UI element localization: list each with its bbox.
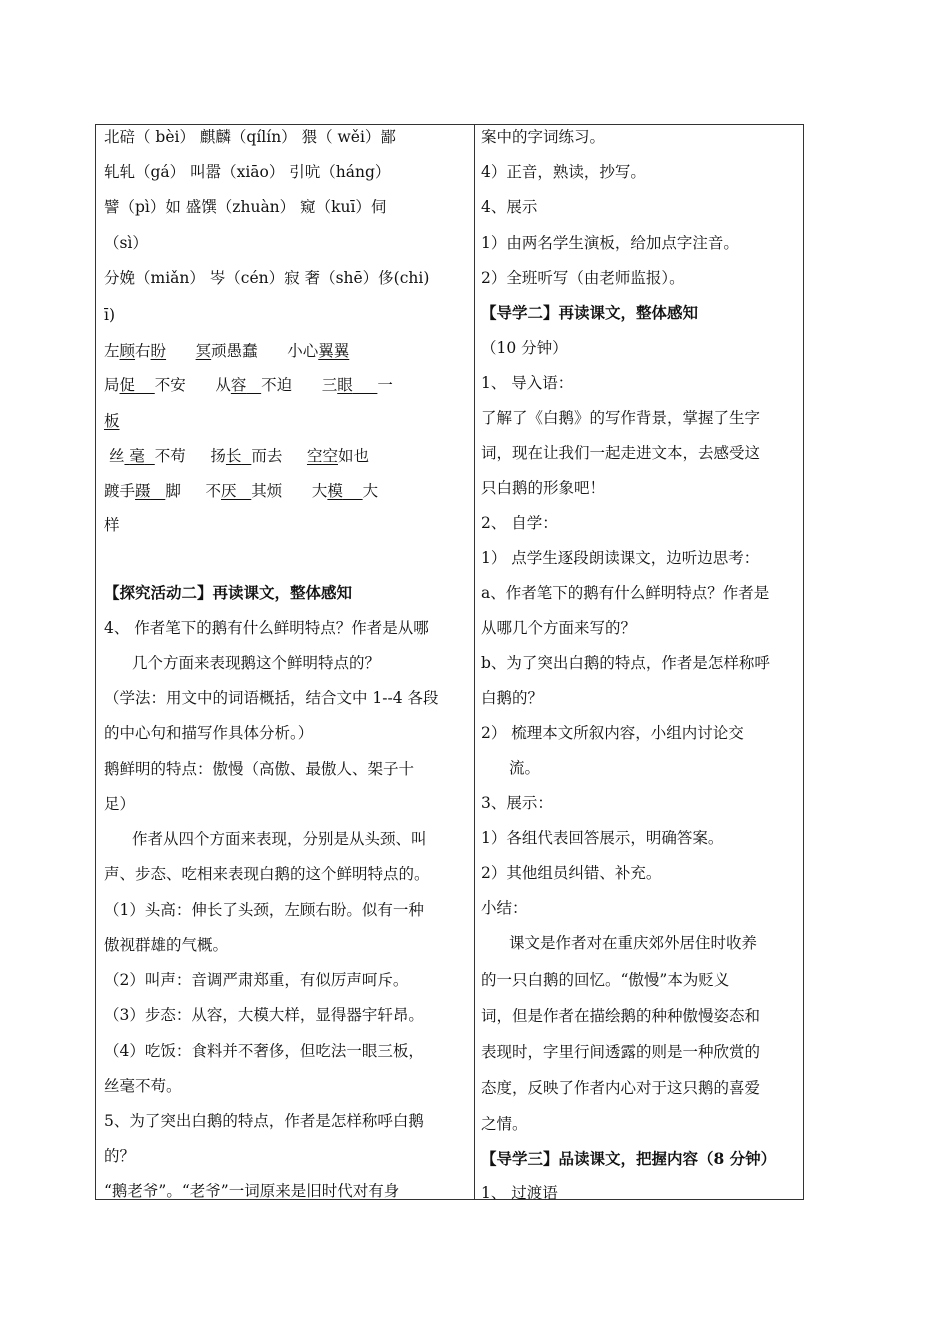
intro-line-2: 词，现在让我们一起走进文本，去感受这 <box>481 444 761 462</box>
idiom-blank: 盼 <box>150 342 167 360</box>
idiom-blank: 促 <box>119 376 136 394</box>
idiom-text: 其烦 <box>251 482 283 500</box>
show-line-2: 2）其他组员纠错、补充。 <box>481 864 662 882</box>
sort-line-2: 流。 <box>509 759 541 777</box>
pinyin-line-6: ī) <box>104 306 116 324</box>
sort-line-1: 2） 梳理本文所叙内容，小组内讨论交 <box>481 724 744 742</box>
idiom-text: 不苟 <box>154 447 186 465</box>
guide-2-time: （10 分钟） <box>481 339 568 357</box>
idiom-blank: 容 <box>230 376 247 394</box>
point-1a: （1）头高：伸长了头颈，左顾右盼。似有一种 <box>104 901 424 919</box>
idiom-row-2 <box>104 375 466 395</box>
show-line-1: 1）各组代表回答展示，明确答案。 <box>481 829 724 847</box>
idiom-blank: 顾 <box>119 342 136 360</box>
point-2: （2）叫声：音调严肃郑重，有似厉声呵斥。 <box>104 971 409 989</box>
intro-line-3: 只白鹅的形象吧！ <box>481 479 606 497</box>
idiom-text: 局 <box>104 376 120 394</box>
idiom-row-3 <box>104 446 466 466</box>
idiom-row-1 <box>104 341 466 361</box>
point-3: （3）步态：从容，大模大样，显得器宇轩昂。 <box>104 1006 424 1024</box>
summary-line-6: 之情。 <box>481 1115 528 1133</box>
guide-2-title: 【导学二】再读课文，整体感知 <box>481 303 699 322</box>
summary-line-3: 词，但是作者在描绘鹅的种种傲慢姿态和 <box>481 1007 761 1025</box>
right-column <box>481 125 799 1199</box>
method-line-1: （学法：用文中的词语概括，结合文中 1--4 各段 <box>104 689 439 707</box>
feature-line-1: 鹅鲜明的特点：傲慢（高傲、最傲人、架子十 <box>104 760 415 778</box>
column-divider <box>474 125 475 1199</box>
idiom-row-4-tail: 样 <box>104 516 120 534</box>
idiom-blank: 蹑 <box>135 482 151 500</box>
feature-line-2: 足） <box>104 795 136 813</box>
idiom-blank: 模 <box>327 482 343 500</box>
point-4b: 丝毫不苟。 <box>104 1077 182 1095</box>
idiom-blank: 翼翼 <box>318 342 350 360</box>
summary-line-4: 表现时，字里行间透露的则是一种欣赏的 <box>481 1043 761 1061</box>
idiom-text: 不迫 <box>261 376 293 394</box>
idiom-text: 一 <box>377 376 393 394</box>
idiom-text: 不安 <box>154 376 186 394</box>
pinyin-line-5: 分娩（miǎn） 岑（cén）寂 奢（shē）侈(chi) <box>104 269 430 287</box>
idiom-text: 三 <box>321 376 338 394</box>
point-4a: （4）吃饭：食料并不奢侈，但吃法一眼三板， <box>104 1042 424 1060</box>
show-label: 3、展示： <box>481 794 553 812</box>
intro-label: 1、 导入语： <box>481 374 574 392</box>
right-line-4: 1）由两名学生演板，给加点字注音。 <box>481 234 739 252</box>
section-title: 【探究活动二】再读课文，整体感知 <box>104 583 353 602</box>
idiom-blank: 毫 <box>129 447 145 465</box>
transition-label: 1、 过渡语 <box>481 1184 558 1199</box>
method-line-2: 的中心句和描写作具体分析。） <box>104 724 314 742</box>
idiom-text: 左 <box>104 342 120 360</box>
paragraph-line-2: 声、步态、吃相来表现白鹅的这个鲜明特点的。 <box>104 865 430 883</box>
idiom-row-2-tail <box>104 411 466 431</box>
question-5b: 的？ <box>104 1147 136 1165</box>
idiom-blank: 长 <box>225 447 242 465</box>
paragraph-line-1: 作者从四个方面来表现，分别是从头颈、叫 <box>132 830 427 848</box>
idiom-blank: 板 <box>104 412 120 430</box>
pinyin-line-3: 譬（pì）如 盛馔（zhuàn） 窥（kuī）伺 <box>104 198 387 216</box>
pinyin-line-2: 轧轧（gá） 叫嚣（xiāo） 引吭（háng） <box>104 163 391 181</box>
guide-3-title: 【导学三】品读课文，把握内容（8 分钟） <box>481 1149 777 1168</box>
right-line-3: 4、展示 <box>481 198 538 216</box>
idiom-text: 而去 <box>251 447 283 465</box>
summary-line-2: 的一只白鹅的回忆。“傲慢”本为贬义 <box>481 971 730 989</box>
idiom-text: 大 <box>311 482 328 500</box>
right-line-5: 2）全班听写（由老师监报）。 <box>481 269 685 287</box>
question-b-1: b、为了突出白鹅的特点，作者是怎样称呼 <box>481 654 770 672</box>
idiom-text: 小心 <box>287 342 319 360</box>
summary-line-1: 课文是作者对在重庆郊外居住时收养 <box>509 934 758 952</box>
idiom-blank: 眼 <box>337 376 353 394</box>
idiom-row-4 <box>104 481 466 501</box>
question-5a: 5、为了突出白鹅的特点，作者是怎样称呼白鹅 <box>104 1112 424 1130</box>
idiom-text: 如也 <box>337 447 369 465</box>
intro-line-1: 了解了《白鹅》的写作背景，掌握了生字 <box>481 409 761 427</box>
answer-5: “鹅老爷”。“老爷”一词原来是旧时代对有身 <box>104 1182 400 1199</box>
self-study-line-1: 1） 点学生逐段朗读课文，边听边思考： <box>481 549 760 567</box>
idiom-text: 扬 <box>210 447 226 465</box>
question-4: 4、 作者笔下的鹅有什么鲜明特点？作者是从哪 <box>104 619 429 637</box>
question-4-cont: 几个方面来表现鹅这个鲜明特点的？ <box>132 654 381 672</box>
lesson-table <box>95 124 804 1200</box>
idiom-text: 脚 <box>165 482 181 500</box>
question-b-2: 白鹅的？ <box>481 689 544 707</box>
right-line-2: 4）正音，熟读，抄写。 <box>481 163 646 181</box>
idiom-text: 大 <box>362 482 379 500</box>
summary-label: 小结： <box>481 899 528 917</box>
pinyin-line-1: 北碚（ bèi） 麒麟（qílín） 猥（ wěi）鄙 <box>104 128 396 146</box>
idiom-text: 踱手 <box>104 482 136 500</box>
idiom-blank: 厌 <box>220 482 237 500</box>
question-a-2: 从哪几个方面来写的？ <box>481 619 637 637</box>
pinyin-line-4: （sì） <box>104 234 148 252</box>
summary-line-5: 态度，反映了作者内心对于这只鹅的喜爱 <box>481 1079 761 1097</box>
idiom-text: 右 <box>135 342 151 360</box>
idiom-text: 顽愚蠢 <box>211 342 258 360</box>
idiom-text: 不 <box>205 482 221 500</box>
idiom-text: 丝 <box>108 447 125 465</box>
idiom-blank: 空空 <box>306 447 338 465</box>
right-line-1: 案中的字词练习。 <box>481 128 606 146</box>
self-study-label: 2、 自学： <box>481 514 558 532</box>
left-column <box>104 125 466 1199</box>
idiom-text: 从 <box>215 376 231 394</box>
point-1b: 傲视群雄的气概。 <box>104 936 229 954</box>
question-a-1: a、作者笔下的鹅有什么鲜明特点？作者是 <box>481 584 770 602</box>
idiom-blank: 冥 <box>195 342 212 360</box>
